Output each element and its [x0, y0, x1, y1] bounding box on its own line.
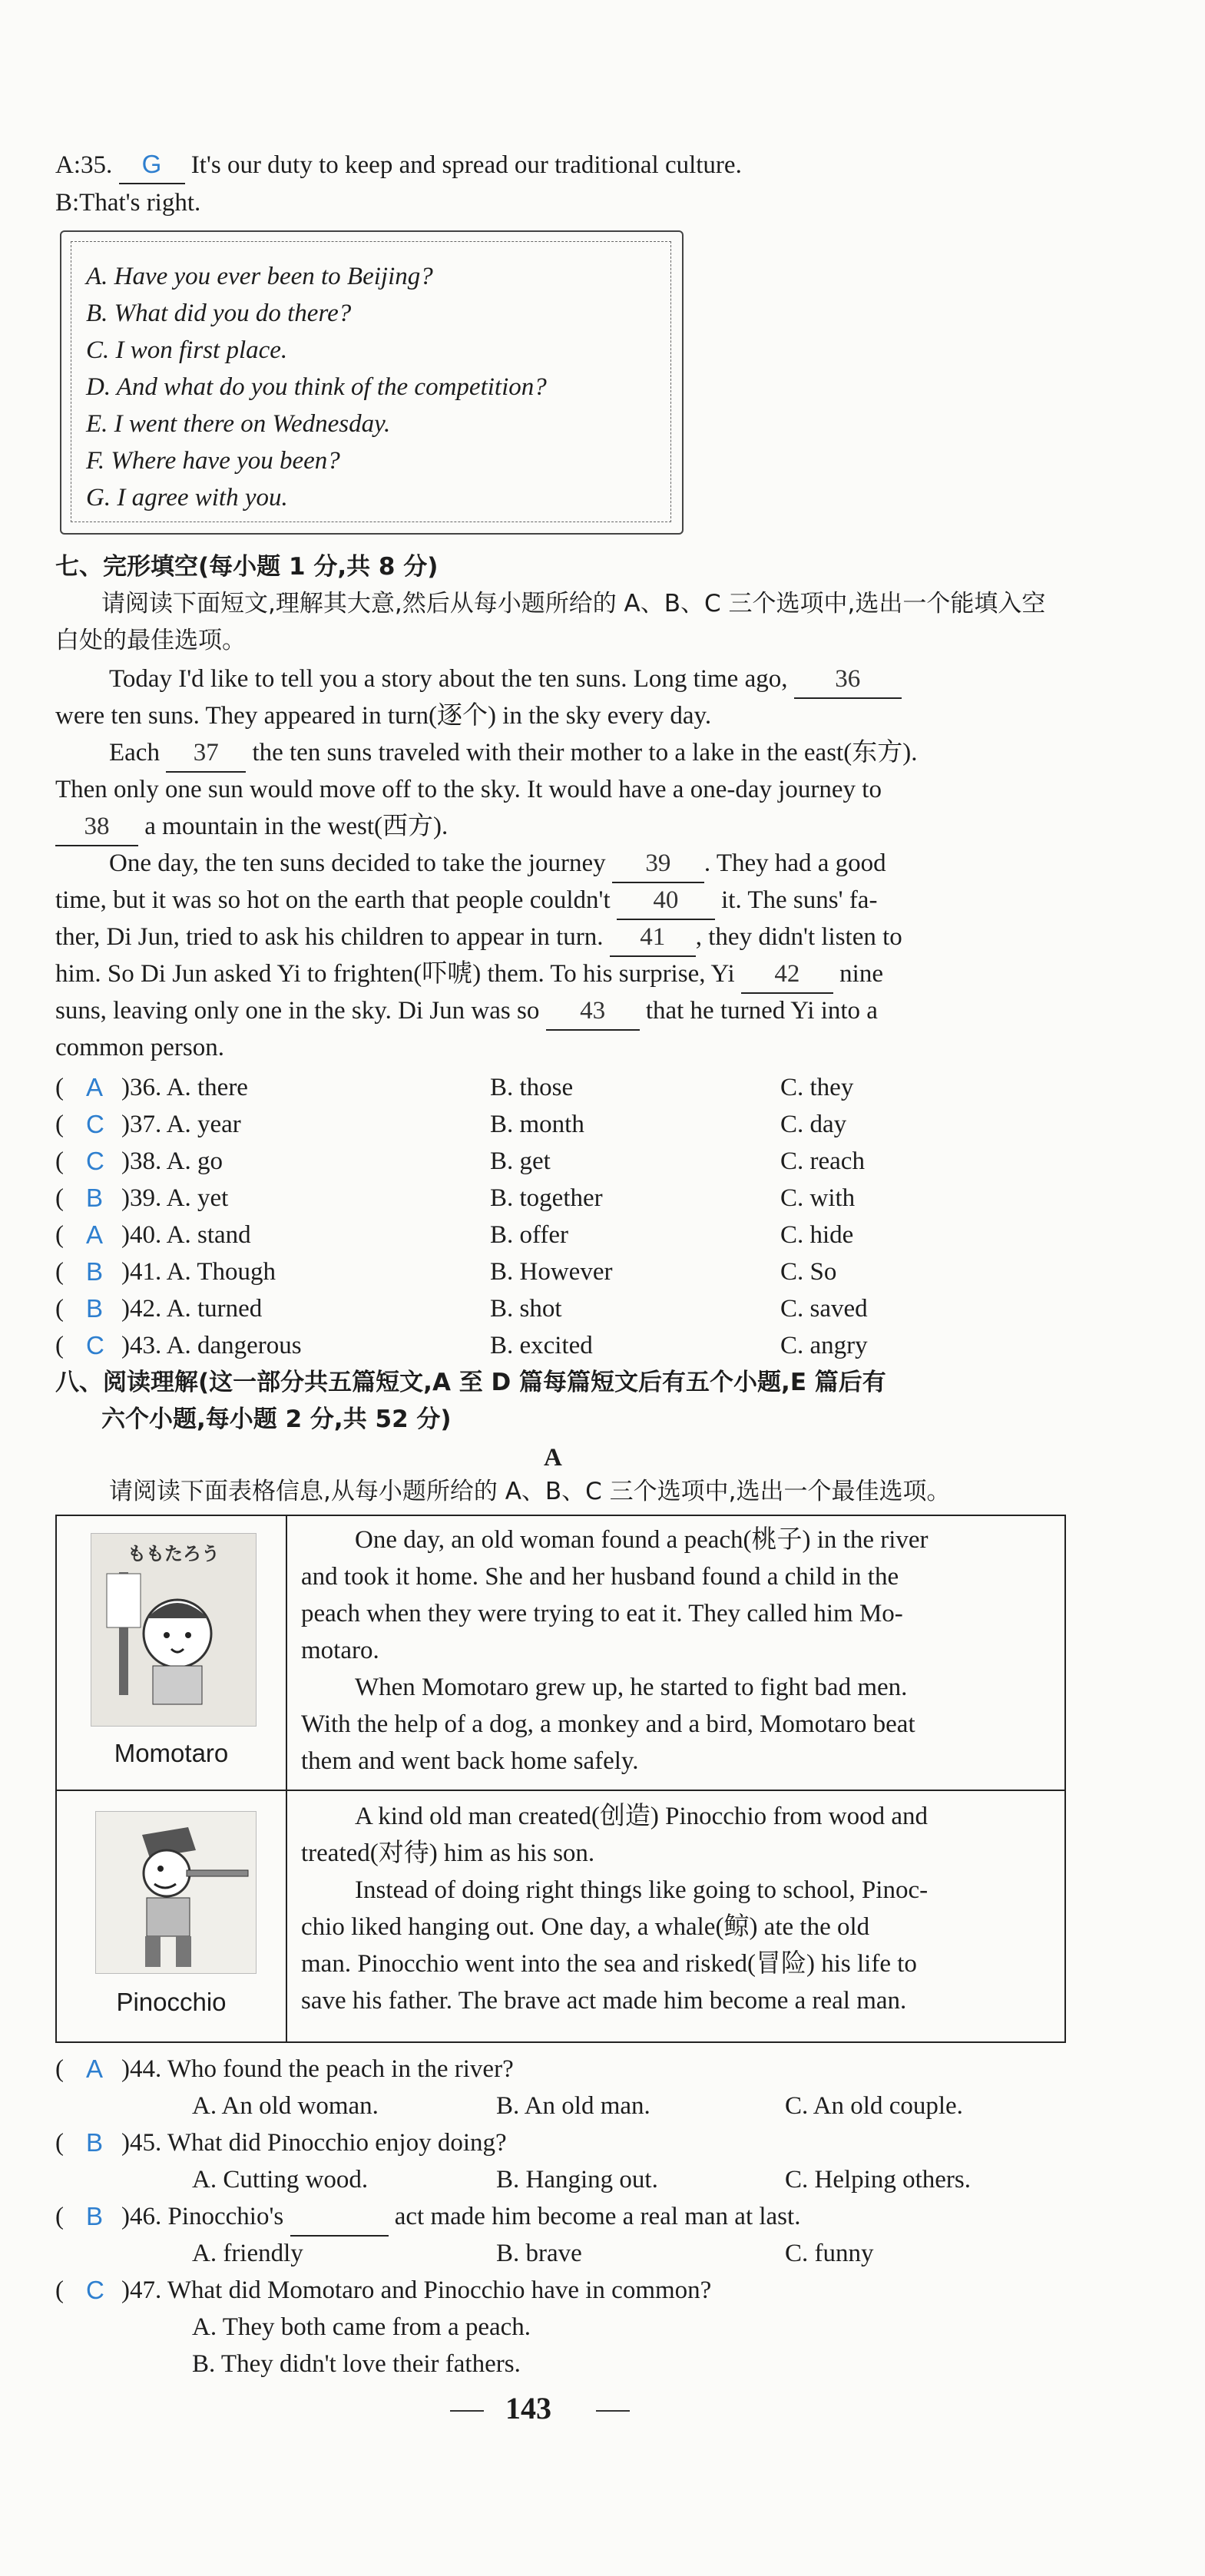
q38-option-b: B. get: [490, 1147, 551, 1175]
dialogue-a-prefix: A:35.: [55, 151, 113, 179]
passage-line-10: [55, 992, 878, 1031]
q40-answer: A: [86, 1220, 104, 1249]
option-d: D. And what do you think of the competition?: [86, 373, 547, 401]
q37-option-b: B. month: [490, 1111, 584, 1138]
passage-line-7: [55, 882, 877, 920]
q38-paren: (: [55, 1147, 64, 1175]
q36-paren: (: [55, 1074, 64, 1101]
passage-line-8: [55, 919, 902, 957]
pinocchio-text-1: A kind old man created(创造) Pinocchio from wood and: [355, 1803, 928, 1830]
momotaro-text-5: When Momotaro grew up, he started to fight bad men.: [355, 1674, 908, 1701]
q43-option-c: C. angry: [780, 1332, 868, 1359]
passage-text: ther, Di Jun, tried to ask his children to appear in turn.: [55, 923, 604, 951]
pinocchio-text-6: save his father. The brave act made him become a real man.: [301, 1987, 907, 2015]
q36-option-c: C. they: [780, 1074, 854, 1101]
passage-text: . They had a good: [703, 849, 886, 877]
q46-answer: B: [86, 2202, 104, 2230]
passage-text: it. The suns' fa-: [721, 886, 878, 914]
page-number: 143: [505, 2391, 551, 2425]
page-number-dash-right: [596, 2410, 630, 2412]
section7-instruction: 请阅读下面短文,理解其大意,然后从每小题所给的 A、B、C 三个选项中,选出一个能填入空白处的最佳选项。: [55, 590, 1046, 654]
story-table: [55, 1515, 1066, 2043]
q46-option-c: C. funny: [785, 2240, 874, 2267]
blank-41: 41: [610, 919, 696, 957]
q39-answer: B: [86, 1184, 104, 1212]
option-e: E. I went there on Wednesday.: [86, 410, 391, 438]
blank-42: 42: [741, 955, 833, 994]
momotaro-text-4: motaro.: [301, 1637, 379, 1664]
q46-stem: [121, 2198, 800, 2237]
part-a-heading: A: [544, 1444, 562, 1472]
momotaro-text-3: peach when they were trying to eat it. They called him Mo-: [301, 1600, 903, 1627]
q41-option-a: )41. A. Though: [121, 1258, 276, 1286]
passage-text: time, but it was so hot on the earth that people couldn't: [55, 886, 611, 914]
q46-blank: [290, 2198, 389, 2237]
q41-option-b: B. However: [490, 1258, 613, 1286]
option-a: A. Have you ever been to Beijing?: [86, 263, 433, 290]
passage-line-4: Then only one sun would move off to the sky. It would have a one-day journey to: [55, 776, 882, 803]
q39-option-b: B. together: [490, 1184, 603, 1212]
momotaro-illustration: [91, 1533, 257, 1727]
blank-38: 38: [55, 808, 138, 846]
q45-option-a: A. Cutting wood.: [192, 2166, 369, 2194]
option-f: F. Where have you been?: [86, 447, 340, 475]
q45-stem: )45. What did Pinocchio enjoy doing?: [121, 2129, 507, 2157]
q44-option-b: B. An old man.: [496, 2092, 651, 2120]
q39-paren: (: [55, 1184, 64, 1212]
option-c: C. I won first place.: [86, 336, 288, 364]
q42-paren: (: [55, 1295, 64, 1323]
section8-title-1: 八、阅读理解(这一部分共五篇短文,A 至 D 篇每篇短文后有五个小题,E 篇后有: [55, 1369, 886, 1396]
passage-line-3: [109, 734, 917, 773]
q36-option-b: B. those: [490, 1074, 574, 1101]
passage-text: a mountain in the west(西方).: [144, 813, 449, 840]
q39-option-a: )39. A. yet: [121, 1184, 229, 1212]
pinocchio-figure-icon: [96, 1812, 256, 1973]
answer-35: G: [119, 146, 185, 184]
q46-stem-end: act made him become a real man at last.: [394, 2203, 801, 2230]
passage-text: the ten suns traveled with their mother to a lake in the east(东方).: [252, 739, 918, 767]
momotaro-label: Momotaro: [114, 1739, 229, 1767]
q46-option-a: A. friendly: [192, 2240, 303, 2267]
q43-answer: C: [86, 1331, 104, 1359]
q42-answer: B: [86, 1294, 104, 1323]
q47-stem: )47. What did Momotaro and Pinocchio have in common?: [121, 2276, 712, 2304]
q41-option-c: C. So: [780, 1258, 837, 1286]
q45-paren: (: [55, 2129, 64, 2157]
passage-line-1: [109, 661, 902, 699]
passage-text: that he turned Yi into a: [645, 997, 878, 1025]
q44-option-c: C. An old couple.: [785, 2092, 963, 2120]
momotaro-text-2: and took it home. She and her husband found a child in the: [301, 1563, 899, 1591]
dialogue-a-text: It's our duty to keep and spread our traditional culture.: [190, 151, 742, 179]
momotaro-figure-icon: [91, 1534, 256, 1726]
q43-option-a: )43. A. dangerous: [121, 1332, 302, 1359]
page-number-dash-left: [450, 2410, 484, 2412]
passage-text: Each: [109, 739, 160, 767]
dialogue-b: B:That's right.: [55, 189, 201, 217]
q37-paren: (: [55, 1111, 64, 1138]
blank-40: 40: [617, 882, 715, 920]
pinocchio-text-3: Instead of doing right things like going to school, Pinoc-: [355, 1876, 929, 1904]
table-horizontal-divider: [57, 1790, 1064, 1791]
pinocchio-text-4: chio liked hanging out. One day, a whale(鲸) ate the old: [301, 1913, 870, 1941]
option-g: G. I agree with you.: [86, 484, 288, 512]
pinocchio-text-5: man. Pinocchio went into the sea and risked(冒险) his life to: [301, 1950, 917, 1978]
passage-text: him. So Di Jun asked Yi to frighten(吓唬) them. To his surprise, Yi: [55, 960, 735, 988]
passage-text: nine: [839, 960, 883, 988]
passage-text: , they didn't listen to: [695, 923, 902, 951]
q41-paren: (: [55, 1258, 64, 1286]
q38-option-c: C. reach: [780, 1147, 865, 1175]
momotaro-text-1: One day, an old woman found a peach(桃子) in the river: [355, 1526, 929, 1554]
blank-43: 43: [546, 992, 640, 1031]
q40-option-a: )40. A. stand: [121, 1221, 251, 1249]
q45-option-c: C. Helping others.: [785, 2166, 971, 2194]
q46-paren: (: [55, 2203, 64, 2230]
q44-stem: )44. Who found the peach in the river?: [121, 2055, 514, 2083]
q43-option-b: B. excited: [490, 1332, 593, 1359]
q45-option-b: B. Hanging out.: [496, 2166, 658, 2194]
pinocchio-label: Pinocchio: [116, 1988, 227, 2016]
pinocchio-illustration: [95, 1811, 257, 1974]
q42-option-a: )42. A. turned: [121, 1295, 263, 1323]
table-vertical-divider: [286, 1516, 287, 2041]
q40-paren: (: [55, 1221, 64, 1249]
q44-paren: (: [55, 2055, 64, 2083]
passage-line-11: common person.: [55, 1034, 224, 1061]
option-b: B. What did you do there?: [86, 300, 352, 327]
q46-stem-start: )46. Pinocchio's: [121, 2203, 284, 2230]
q47-answer: C: [86, 2276, 104, 2304]
passage-text: Today I'd like to tell you a story about the ten suns. Long time ago,: [109, 665, 788, 693]
q40-option-b: B. offer: [490, 1221, 569, 1249]
q37-option-a: )37. A. year: [121, 1111, 241, 1138]
q47-option-a: A. They both came from a peach.: [192, 2313, 531, 2341]
q46-option-b: B. brave: [496, 2240, 582, 2267]
q43-paren: (: [55, 1332, 64, 1359]
q37-option-c: C. day: [780, 1111, 847, 1138]
q36-option-a: )36. A. there: [121, 1074, 248, 1101]
passage-text: One day, the ten suns decided to take the journey: [109, 849, 606, 877]
dialogue-a: [55, 146, 742, 184]
passage-line-5: [55, 808, 448, 846]
q47-paren: (: [55, 2276, 64, 2304]
q42-option-c: C. saved: [780, 1295, 868, 1323]
blank-37: 37: [166, 734, 246, 773]
blank-39: 39: [612, 845, 704, 883]
q36-answer: A: [86, 1073, 104, 1101]
q41-answer: B: [86, 1257, 104, 1286]
q47-option-b: B. They didn't love their fathers.: [192, 2350, 521, 2378]
momotaro-text-7: them and went back home safely.: [301, 1747, 639, 1775]
pinocchio-text-2: treated(对待) him as his son.: [301, 1839, 595, 1867]
blank-36: 36: [794, 661, 902, 699]
momotaro-pic-caption: ももたろう: [127, 1543, 220, 1564]
q45-answer: B: [86, 2128, 104, 2157]
q37-answer: C: [86, 1110, 104, 1138]
section8-instruction: 请阅读下面表格信息,从每小题所给的 A、B、C 三个选项中,选出一个最佳选项。: [109, 1478, 951, 1505]
passage-line-9: [55, 955, 883, 994]
section7-title: 七、完形填空(每小题 1 分,共 8 分): [55, 553, 439, 581]
q40-option-c: C. hide: [780, 1221, 854, 1249]
q42-option-b: B. shot: [490, 1295, 562, 1323]
passage-line-6: [109, 845, 886, 883]
q39-option-c: C. with: [780, 1184, 856, 1212]
q38-answer: C: [86, 1147, 104, 1175]
section8-title-2: 六个小题,每小题 2 分,共 52 分): [101, 1406, 452, 1433]
q44-answer: A: [86, 2055, 104, 2083]
q38-option-a: )38. A. go: [121, 1147, 223, 1175]
passage-text: suns, leaving only one in the sky. Di Jun was so: [55, 997, 540, 1025]
passage-line-2: were ten suns. They appeared in turn(逐个) in the sky every day.: [55, 702, 712, 730]
momotaro-text-6: With the help of a dog, a monkey and a bird, Momotaro beat: [301, 1710, 915, 1738]
q44-option-a: A. An old woman.: [192, 2092, 379, 2120]
